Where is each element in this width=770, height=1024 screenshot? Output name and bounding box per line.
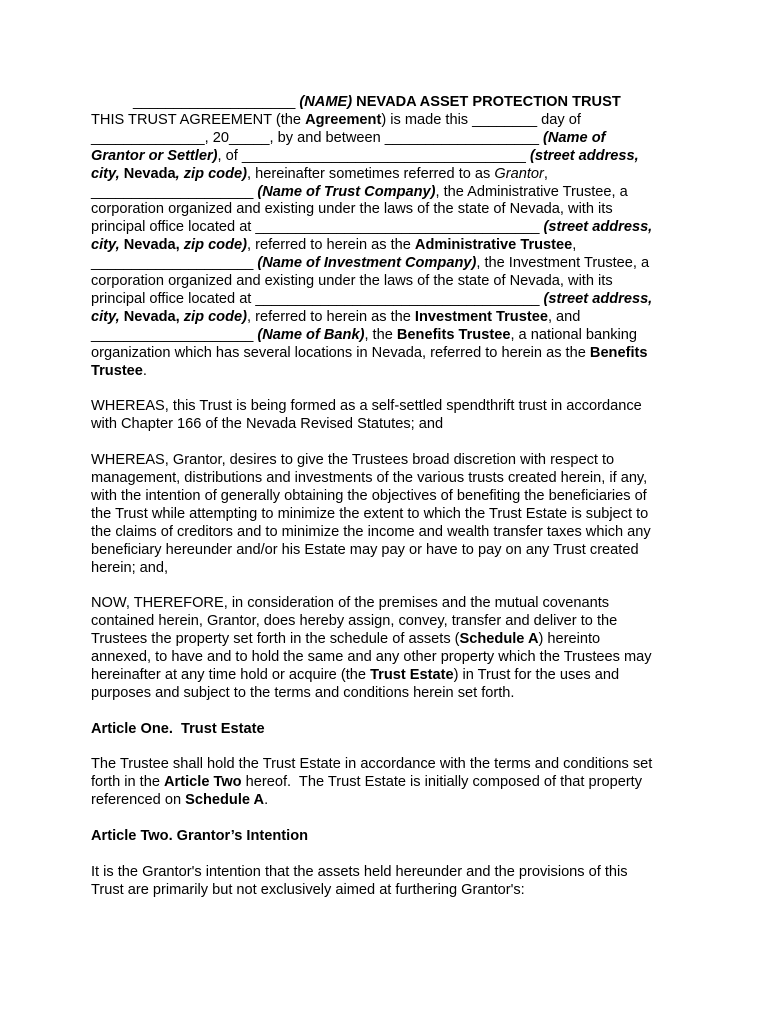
intro-line: THIS TRUST AGREEMENT (the Agreement) is made this ________ day of — [91, 111, 581, 128]
title-heading: NEVADA ASSET PROTECTION TRUST — [356, 94, 621, 110]
article-one-line: The Trustee shall hold the Trust Estate in accordance with the terms and conditions set — [91, 756, 653, 773]
intro-line: principal office located at ___________________________________ (street address, — [91, 219, 653, 236]
article-one-paragraph — [91, 756, 681, 810]
intro-line: ______________, 20_____, by and between ___________________ (Name of — [91, 129, 606, 146]
article-two-line: It is the Grantor's intention that the assets held hereunder and the provisions of this — [91, 863, 628, 880]
now-line: NOW, THEREFORE, in consideration of the premises and the mutual covenants — [91, 595, 610, 612]
intro-line: organization which has several locations in Nevada, referred to herein as the Benefits — [91, 344, 648, 361]
intro-line: city, Nevada, zip code), hereinafter sometimes referred to as Grantor, — [91, 165, 548, 182]
whereas-line: WHEREAS, this Trust is being formed as a self-settled spendthrift trust in accordance — [91, 398, 642, 415]
intro-line: corporation organized and existing under the laws of the state of Nevada, with its — [91, 201, 613, 218]
whereas-line: with the intention of generally obtaining the objectives of benefiting the beneficiaries of — [91, 487, 647, 504]
now-line: hereinafter at any time hold or acquire (the Trust Estate) in Trust for the uses and — [91, 666, 620, 683]
whereas-paragraph-2 — [91, 452, 681, 577]
article-two-heading: Article Two. Grantor’s Intention — [91, 828, 309, 845]
whereas-paragraph-1 — [91, 398, 681, 434]
name-blank: ____________________ — [133, 94, 296, 110]
now-line: Trustees the property set forth in the schedule of assets (Schedule A) hereinto — [91, 631, 601, 648]
intro-line: ____________________ (Name of Trust Company), the Administrative Trustee, a — [91, 183, 628, 200]
intro-line: ____________________ (Name of Bank), the Benefits Trustee, a national banking — [91, 326, 638, 343]
name-label: (NAME) — [299, 94, 353, 110]
intro-line: corporation organized and existing under the laws of the state of Nevada, with its — [91, 273, 613, 290]
article-one-line: forth in the Article Two hereof. The Trust Estate is initially composed of that property — [91, 774, 643, 791]
intro-line: principal office located at ___________________________________ (street address, — [91, 290, 653, 307]
whereas-line: with Chapter 166 of the Nevada Revised Statutes; and — [91, 416, 444, 433]
whereas-line: WHEREAS, Grantor, desires to give the Trustees broad discretion with respect to — [91, 452, 615, 469]
whereas-line: beneficiary hereunder and/or his Estate may pay or have to pay on any Trust created — [91, 541, 639, 558]
article-two-paragraph — [91, 864, 681, 900]
whereas-line: the Trust while attempting to minimize the extent to which the Trust Estate is subject to — [91, 505, 649, 522]
whereas-line: the claims of creditors and to minimize the income and wealth transfer taxes which any — [91, 523, 651, 540]
whereas-line: management, distributions and investments of the various trusts created herein, if any, — [91, 470, 648, 486]
now-line: annexed, to have and to hold the same and any other property which the Trustees may — [91, 649, 652, 666]
now-therefore-paragraph — [91, 595, 681, 702]
intro-line: city, Nevada, zip code), referred to herein as the Administrative Trustee, — [91, 237, 577, 254]
article-two-line: Trust are primarily but not exclusively aimed at furthering Grantor's: — [91, 881, 525, 898]
document-title — [91, 94, 681, 112]
intro-line: Trustee. — [91, 362, 147, 379]
article-one-line: referenced on Schedule A. — [91, 792, 269, 809]
now-line: contained herein, Grantor, does hereby assign, convey, transfer and deliver to the — [91, 613, 618, 630]
whereas-line: herein; and, — [91, 559, 169, 576]
intro-paragraph — [91, 112, 681, 381]
intro-line: city, Nevada, zip code), referred to herein as the Investment Trustee, and — [91, 308, 581, 325]
document-body — [91, 94, 681, 900]
intro-line: Grantor or Settler), of ___________________________________ (street address, — [91, 147, 639, 164]
article-one-heading: Article One. Trust Estate — [91, 720, 265, 737]
intro-line: ____________________ (Name of Investment Company), the Investment Trustee, a — [91, 255, 650, 272]
now-line: purposes and subject to the terms and conditions herein set forth. — [91, 684, 515, 701]
